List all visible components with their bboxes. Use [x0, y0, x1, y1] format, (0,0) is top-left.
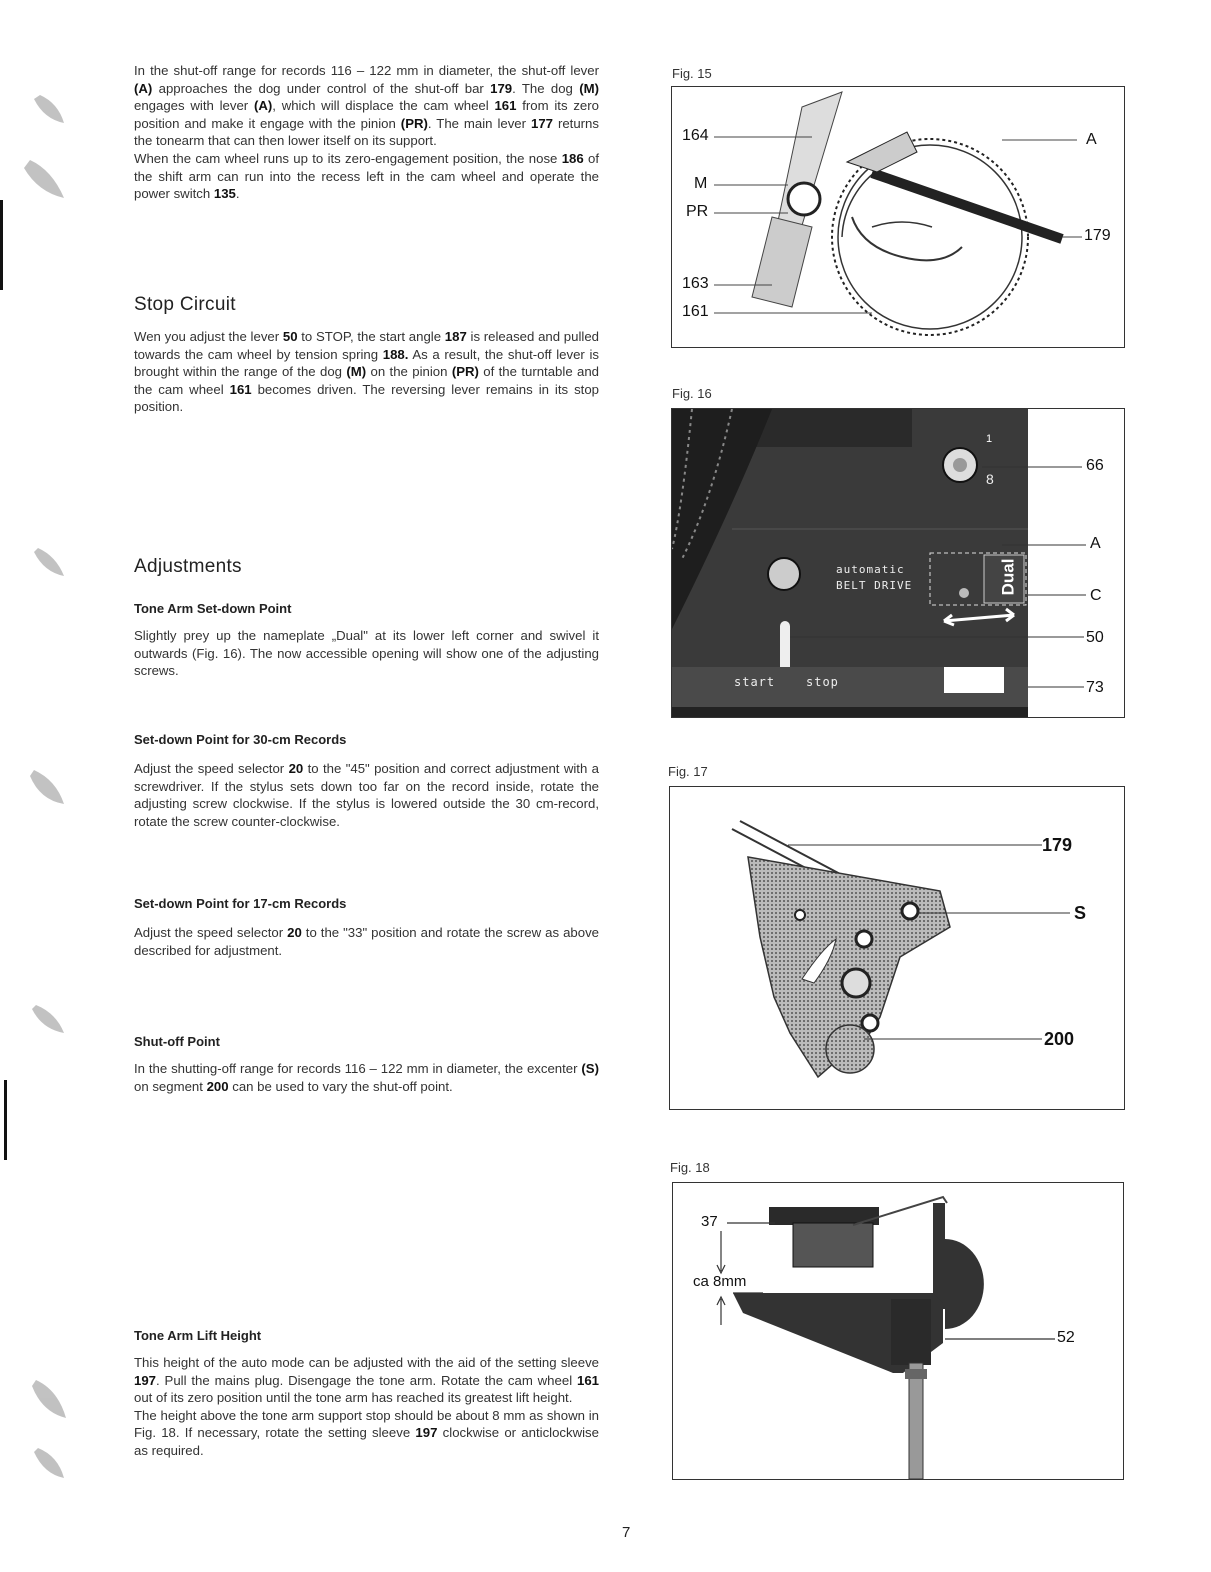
- fig17-callout-200: 200: [1044, 1029, 1075, 1049]
- setdown-text: [134, 627, 599, 680]
- fig15-callout-M: M: [694, 175, 708, 192]
- fig17-box: [669, 786, 1125, 1110]
- lift-text: [134, 1354, 599, 1460]
- intro-text: [134, 62, 599, 203]
- binder-hole-6: [32, 1380, 66, 1418]
- fig15-lever: [847, 132, 917, 172]
- fig15-box: [671, 86, 1125, 348]
- fig16-label: Fig. 16: [672, 386, 712, 401]
- set30-text: [134, 760, 599, 830]
- fig16-box: [671, 408, 1125, 718]
- left-edge-mark: [0, 200, 3, 290]
- setdown-heading: Tone Arm Set-down Point: [134, 601, 292, 616]
- fig17-excenter: [902, 903, 918, 919]
- binder-hole-3: [34, 548, 64, 576]
- fig16-callout-50: 50: [1086, 629, 1104, 646]
- fig16-bottom-label: [944, 667, 1004, 693]
- binder-hole-4: [30, 770, 64, 804]
- fig15-cam-wheel-teeth: [832, 139, 1028, 335]
- set30-paragraph: Adjust the speed selector 20 to the "45" position and correct adjustment with a screwdriver. If the stylus sets down too far on the record inside, rotate the adjusting screw clockwise. If the stylus is lowered outside the 30 cm-record, rotate the screw counter-clockwise.: [134, 761, 599, 829]
- fig18-label: Fig. 18: [670, 1160, 710, 1175]
- fig15-label: Fig. 15: [672, 66, 712, 81]
- left-edge-mark-2: [4, 1080, 7, 1160]
- fig16-callout-66: 66: [1086, 457, 1104, 474]
- lift-heading: Tone Arm Lift Height: [134, 1328, 262, 1343]
- fig15-callout-164: 164: [682, 127, 709, 144]
- binder-hole-2: [24, 160, 64, 198]
- adjustments-heading: Adjustments: [134, 556, 242, 577]
- fig17-pivot: [842, 969, 870, 997]
- fig18-box: [672, 1182, 1124, 1480]
- fig17-callout-179: 179: [1042, 835, 1073, 855]
- fig15-pinion: [788, 183, 820, 215]
- lift-paragraph-1: This height of the auto mode can be adjusted with the aid of the setting sleeve 197. Pull the mains plug. Disengage the tone arm. Rotate the cam wheel 161 out of its zero position until the tone arm has reached its greatest lift height.: [134, 1355, 599, 1406]
- shutoff-paragraph: In the shutting-off range for records 116 – 122 mm in diameter, the excenter (S) on segment 200 can be used to vary the shut-off point.: [134, 1061, 599, 1094]
- fig16-plate-automatic: automatic: [836, 563, 905, 576]
- binder-hole-1: [34, 95, 64, 123]
- setdown-paragraph: Slightly prey up the nameplate „Dual" at its lower left corner and swivel it outwards (Fig. 16). The now accessible opening will show one of the adjusting screws.: [134, 628, 599, 679]
- binder-holes: [0, 0, 80, 1572]
- binder-hole-5: [32, 1005, 64, 1033]
- fig16-brand: Dual: [998, 558, 1018, 596]
- page-number: 7: [622, 1524, 631, 1541]
- fig18-lift-support: [945, 1239, 984, 1329]
- shutoff-text: [134, 1060, 599, 1095]
- lift-paragraph-2: The height above the tone arm support stop should be about 8 mm as shown in Fig. 18. If necessary, rotate the setting sleeve 197 clockwise or anticlockwise as required.: [134, 1407, 599, 1458]
- fig15-callout-A: A: [1086, 131, 1097, 148]
- set17-heading: Set-down Point for 17-cm Records: [134, 896, 347, 911]
- fig16-knob-mark-8: 8: [986, 471, 994, 487]
- fig15-callout-PR: PR: [686, 203, 709, 220]
- fig15-shutoff-bar: [872, 173, 1062, 239]
- fig16-plate-belt-drive: BELT DRIVE: [836, 579, 913, 592]
- fig17-callout-S: S: [1074, 903, 1087, 923]
- fig15-callout-179: 179: [1084, 227, 1111, 244]
- stop-circuit-paragraph: Wen you adjust the lever 50 to STOP, the start angle 187 is released and pulled towards the cam wheel by tension spring 188. As a result, the shut-off lever is brought within the range of the dog (M) on the pinion (PR) of the turntable and the cam wheel 161 becomes driven. The reversing lever remains in its stop position.: [134, 329, 600, 415]
- set17-paragraph: Adjust the speed selector 20 to the "33" position and rotate the screw as above described for adjustment.: [134, 925, 599, 958]
- fig16-callout-73: 73: [1086, 679, 1104, 696]
- set30-heading: Set-down Point for 30-cm Records: [134, 732, 347, 747]
- fig16-knob-mark-1: 1: [986, 433, 993, 445]
- fig15-cam-wheel: [838, 145, 1022, 329]
- binder-hole-7: [34, 1448, 64, 1478]
- fig18-drawing: [673, 1183, 1123, 1479]
- set17-text: [134, 924, 599, 959]
- fig15-drawing: [672, 87, 1124, 347]
- shutoff-heading: Shut-off Point: [134, 1034, 220, 1049]
- fig18-callout-52: 52: [1057, 1329, 1075, 1346]
- stop-circuit-text: [134, 328, 599, 416]
- fig16-callout-A: A: [1090, 535, 1101, 552]
- intro-paragraph-1: In the shut-off range for records 116 – 122 mm in diameter, the shut-off lever (A) approaches the dog under control of the shut-off bar 179. The dog (M) engages with lever (A), which will displace the cam wheel 161 from its zero position and make it engage with the pinion (PR). The main lever 177 returns the tonearm that can then lower itself on its support.: [134, 63, 599, 149]
- fig18-shaft: [909, 1363, 923, 1479]
- fig16-callout-C: C: [1090, 587, 1102, 604]
- stop-circuit-heading: Stop Circuit: [134, 294, 236, 315]
- fig18-callout-37: 37: [701, 1213, 718, 1230]
- fig18-callout-height: ca 8mm: [693, 1273, 747, 1290]
- fig16-lever-knob: [768, 558, 800, 590]
- fig17-disc: [826, 1025, 874, 1073]
- fig16-start-label: start: [734, 675, 776, 689]
- fig15-callout-161: 161: [682, 303, 709, 320]
- fig15-callout-163: 163: [682, 275, 709, 292]
- fig18-cartridge: [793, 1223, 873, 1267]
- fig18-post: [933, 1203, 945, 1309]
- intro-paragraph-2: When the cam wheel runs up to its zero-engagement position, the nose 186 of the shift arm can run into the recess left in the cam wheel and operate the power switch 135.: [134, 150, 600, 202]
- fig17-label: Fig. 17: [668, 764, 708, 779]
- fig16-stop-label: stop: [806, 675, 839, 689]
